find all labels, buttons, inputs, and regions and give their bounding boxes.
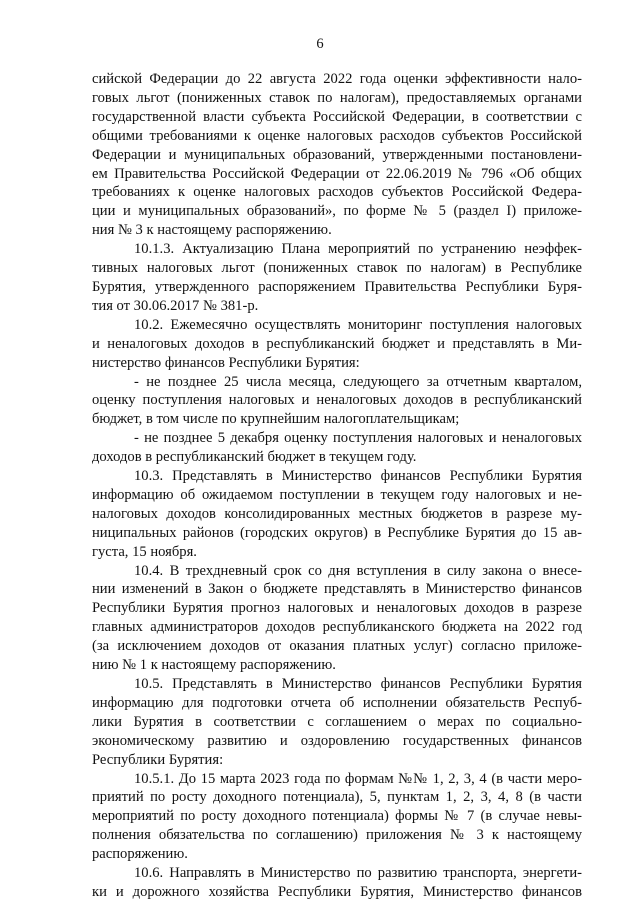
text-line: 10.5. Представлять в Министерство финансов Республики Бурятия (134, 676, 582, 692)
text-line: 10.1.3. Актуализацию Плана мероприятий по устранению неэффек- (134, 241, 582, 258)
text-line: доходов в республиканский бюджет в текущем году. (92, 449, 417, 466)
text-line: тия от 30.06.2017 № 381-р. (92, 297, 259, 314)
text-line: нистерство финансов Республики Бурятия: (92, 354, 360, 371)
text-line: ниципальных районов (городских округов) в Республике Бурятия до 15 ав- (92, 524, 582, 541)
text-line: Федерации и муниципальных образований, утвержденными постановлени- (92, 146, 582, 163)
text-line: главных администраторов доходов республиканского бюджета на 2022 год (92, 619, 582, 636)
text-line: 10.6. Направлять в Министерство по развитию транспорта, энергети- (134, 865, 582, 882)
body-text (92, 70, 582, 902)
text-line: 10.2. Ежемесячно осуществлять мониторинг поступления налоговых (134, 316, 582, 333)
text-line: мероприятий по росту доходного потенциала) формы № 7 (в случае невы- (92, 808, 582, 825)
text-line: распоряжению. (92, 846, 188, 863)
text-line: ки и дорожного хозяйства Республики Бурятия, Министерство финансов (92, 883, 582, 900)
text-line: нии изменений в Закон о бюджете представлять в Министерство финансов (92, 581, 582, 598)
text-line: ния № 3 к настоящему распоряжению. (92, 222, 332, 239)
text-line: требованиях к оценке налоговых расходов субъектов Российской Федера- (92, 184, 582, 201)
text-line: густа, 15 ноября. (92, 543, 197, 560)
text-line: ции и муниципальных образований», по форме № 5 (раздел I) приложе- (92, 203, 582, 220)
text-line: информацию об ожидаемом поступлении в текущем году налоговых и не- (92, 486, 582, 503)
text-line: налоговых доходов консолидированных местных бюджетов в разрезе му- (92, 505, 582, 522)
text-line: Бурятия, утвержденного распоряжением Правительства Республики Буря- (92, 278, 582, 295)
text-line: нию № 1 к настоящему распоряжению. (92, 657, 336, 674)
text-line: лики Бурятия в соответствии с соглашением о мерах по социально- (92, 713, 582, 730)
text-line: Республики Бурятия: (92, 751, 224, 768)
text-line: приятий по росту доходного потенциала), 5, пунктам 1, 2, 3, 4, 8 (в части (92, 789, 582, 806)
text-line: говых льгот (пониженных ставок по налогам), предоставляемых органами (92, 89, 582, 106)
page-number: 6 (316, 36, 324, 52)
text-line: 10.4. В трехдневный срок со дня вступления в силу закона о внесе- (134, 562, 582, 579)
text-line: экономическому развитию и оздоровлению государственных финансов (92, 732, 582, 749)
text-line: 10.5.1. До 15 марта 2023 года по формам №№ 1, 2, 3, 4 (в части меро- (134, 770, 582, 787)
text-line: (за исключением доходов от оказания платных услуг) согласно приложе- (92, 638, 582, 655)
text-line: - не позднее 5 декабря оценку поступления налоговых и неналоговых (134, 430, 582, 447)
text-line: и неналоговых доходов в республиканский бюджет и представлять в Ми- (92, 335, 582, 352)
text-line: - не позднее 25 числа месяца, следующего за отчетным кварталом, (134, 373, 582, 390)
text-line: ем Правительства Российской Федерации от 22.06.2019 № 796 «Об общих (92, 165, 582, 182)
text-line: сийской Федерации до 22 августа 2022 года оценки эффективности нало- (92, 71, 582, 87)
text-line: Республики Бурятия прогноз налоговых и неналоговых доходов в разрезе (92, 600, 582, 617)
text-line: тивных налоговых льгот (пониженных ставок по налогам) в Республике (92, 260, 582, 277)
text-line: государственной власти субъекта Российской Федерации, в соответствии с (92, 108, 582, 125)
text-line: оценку поступления налоговых и неналоговых доходов в республиканский (92, 392, 582, 409)
text-line: полнения обязательства по соглашению) приложения № 3 к настоящему (92, 827, 582, 844)
text-line: 10.3. Представлять в Министерство финансов Республики Бурятия (134, 468, 582, 485)
text-line: информацию для подготовки отчета об исполнении обязательств Респуб- (92, 694, 582, 711)
text-line: общими требованиями к оценке налоговых расходов субъектов Российской (92, 127, 582, 144)
text-line: бюджет, в том числе по крупнейшим налогоплательщикам; (92, 411, 460, 428)
